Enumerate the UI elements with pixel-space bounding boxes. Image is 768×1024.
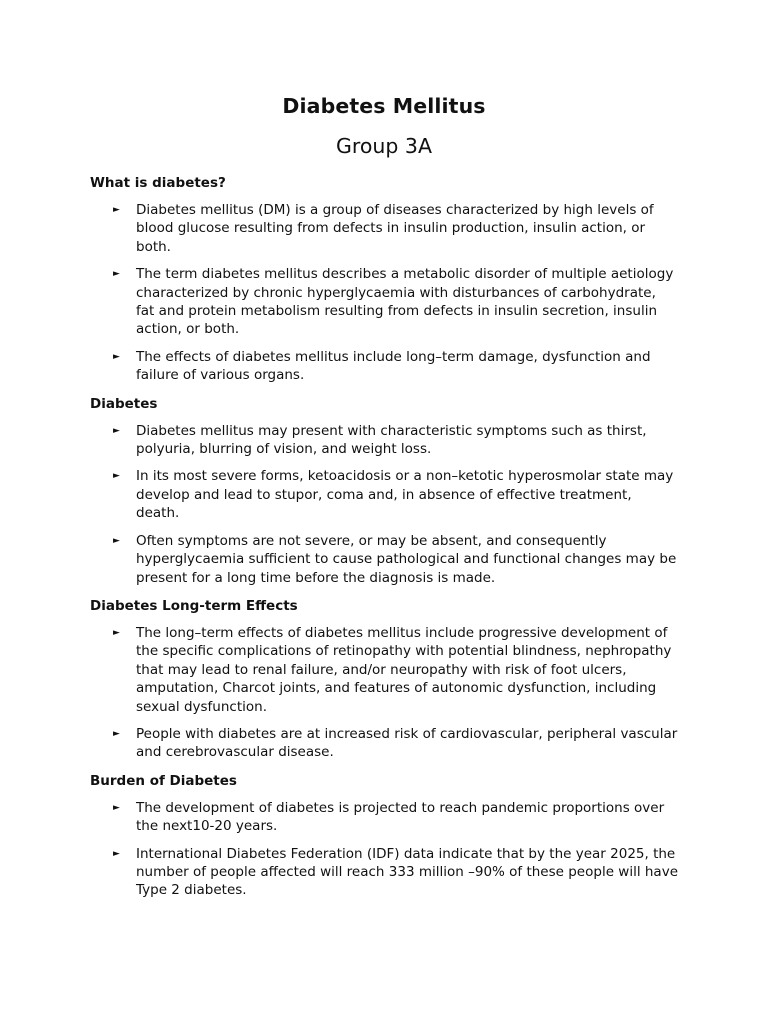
bullet-text: The term diabetes mellitus describes a metabolic disorder of multiple aetiology characterized by chronic hyperglycaemia with disturbances of carbohydrate, fat and protein metabolism resulting from defects in insulin secretion, insulin action, or both. [136,266,674,338]
section-long-term-effects [90,597,678,762]
bullet-arrow-icon: ► [113,802,120,813]
section-heading: What is diabetes? [90,175,226,191]
bullet-text: In its most severe forms, ketoacidosis or a non–ketotic hyperosmolar state may develop and lead to stupor, coma and, in absence of effective treatment, death. [136,468,674,522]
bullet-item [90,422,678,459]
bullet-item [90,725,678,762]
bullet-arrow-icon: ► [113,535,120,546]
bullet-arrow-icon: ► [113,425,120,436]
bullet-arrow-icon: ► [113,728,120,739]
bullet-text: International Diabetes Federation (IDF) data indicate that by the year 2025, the number of people affected will reach 333 million –90% of these people will have Type 2 diabetes. [136,845,678,899]
bullet-arrow-icon: ► [113,471,120,482]
section-heading: Diabetes Long-term Effects [90,597,298,614]
document-subtitle: Group 3A [336,134,432,158]
bullet-text: Often symptoms are not severe, or may be absent, and consequently hyperglycaemia sufficient to cause pathological and functional changes may be present for a long time before the diagnosis is made. [136,532,677,586]
bullet-text: Diabetes mellitus may present with characteristic symptoms such as thirst, polyuria, blurring of vision, and weight loss. [136,422,647,458]
section-heading: Burden of Diabetes [90,772,237,789]
bullet-item [90,348,678,385]
bullet-item [90,624,678,716]
bullet-text: The development of diabetes is projected to reach pandemic proportions over the next10-20 years. [136,799,665,835]
bullet-list [90,422,678,587]
bullet-arrow-icon: ► [113,205,120,215]
bullet-list [90,624,678,762]
section-what-is-diabetes [90,174,678,385]
bullet-text: The effects of diabetes mellitus include long–term damage, dysfunction and failure of various organs. [136,348,651,384]
bullet-text: Diabetes mellitus (DM) is a group of diseases characterized by high levels of blood glucose resulting from defects in insulin production, insulin action, or both. [136,202,654,255]
bullet-item [90,265,678,339]
bullet-item [90,467,678,522]
section-heading: Diabetes [90,395,158,412]
bullet-arrow-icon: ► [113,269,120,280]
bullet-arrow-icon: ► [113,627,120,638]
bullet-item [90,201,678,256]
bullet-item [90,799,678,836]
bullet-list [90,201,678,385]
bullet-list [90,799,678,900]
section-diabetes [90,395,678,587]
bullet-item [90,845,678,900]
bullet-arrow-icon: ► [113,848,120,859]
bullet-text: People with diabetes are at increased risk of cardiovascular, peripheral vascular and cerebrovascular disease. [136,725,678,761]
bullet-text: The long–term effects of diabetes mellitus include progressive development of the specific complications of retinopathy with potential blindness, nephropathy that may lead to renal failure, and/or neuropathy with risk of foot ulcers, amputation, Charcot joints, and features of autonomic dysfunction, including sexual dysfunction. [136,624,672,715]
document-title: Diabetes Mellitus [282,94,486,118]
bullet-arrow-icon: ► [113,351,120,362]
bullet-item [90,532,678,587]
section-burden-of-diabetes [90,772,678,900]
